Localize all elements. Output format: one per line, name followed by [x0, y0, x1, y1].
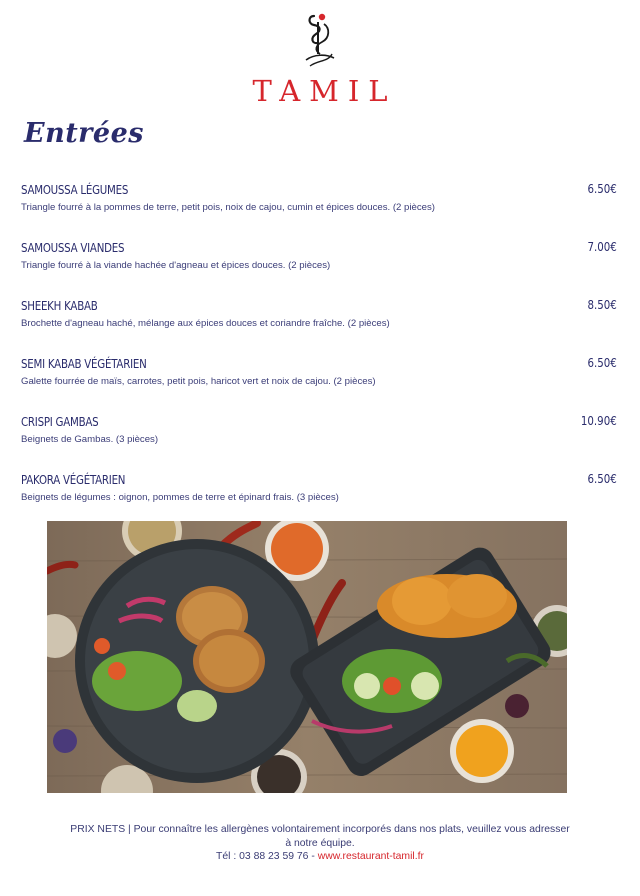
item-price: 6.50€	[587, 471, 617, 486]
item-price: 10.90€	[581, 413, 617, 428]
food-photo	[47, 521, 567, 793]
footer-allergen-note: PRIX NETS | Pour connaître les allergènes volontairement incorporés dans nos plats, veuillez vous adresser	[70, 824, 570, 835]
menu-item	[21, 355, 617, 413]
item-description: Brochette d'agneau haché, mélange aux épices douces et coriandre fraîche. (2 pièces)	[21, 318, 390, 329]
menu-list	[21, 181, 617, 529]
footer-allergen-note-cont: à notre équipe.	[285, 837, 355, 849]
dancer-figure-icon	[300, 10, 340, 72]
footer	[40, 823, 600, 864]
item-name: CRISPI GAMBAS	[21, 414, 99, 429]
item-description: Beignets de légumes : oignon, pommes de terre et épinard frais. (3 pièces)	[21, 492, 339, 503]
item-description: Beignets de Gambas. (3 pièces)	[21, 434, 159, 445]
item-name: SAMOUSSA LÉGUMES	[21, 182, 129, 197]
item-price: 8.50€	[587, 297, 617, 312]
item-price: 7.00€	[587, 239, 617, 254]
menu-item	[21, 413, 617, 471]
item-description: Triangle fourré à la pommes de terre, petit pois, noix de cajou, cumin et épices douces. (2 pièces)	[21, 202, 435, 213]
item-name: PAKORA VÉGÉTARIEN	[21, 472, 126, 487]
menu-item	[21, 239, 617, 297]
item-name: SEMI KABAB VÉGÉTARIEN	[21, 356, 147, 371]
menu-item	[21, 297, 617, 355]
brand-name: TAMIL	[252, 74, 397, 108]
item-name: SHEEKH KABAB	[21, 298, 98, 313]
item-name: SAMOUSSA VIANDES	[21, 240, 125, 255]
section-title: Entrées	[24, 118, 144, 149]
item-description: Triangle fourré à la viande hachée d'agneau et épices douces. (2 pièces)	[21, 260, 331, 271]
item-description: Galette fourrée de maïs, carrotes, petit pois, haricot vert et noix de cajou. (2 pièces)	[21, 376, 376, 387]
item-price: 6.50€	[587, 355, 617, 370]
menu-item	[21, 181, 617, 239]
footer-contact	[40, 850, 600, 864]
food-illustration	[47, 521, 567, 793]
item-price: 6.50€	[587, 181, 617, 196]
footer-phone: Tél : 03 88 23 59 76 -	[216, 851, 318, 862]
footer-website-link[interactable]: www.restaurant-tamil.fr	[317, 851, 424, 862]
brand-logo	[0, 10, 640, 108]
